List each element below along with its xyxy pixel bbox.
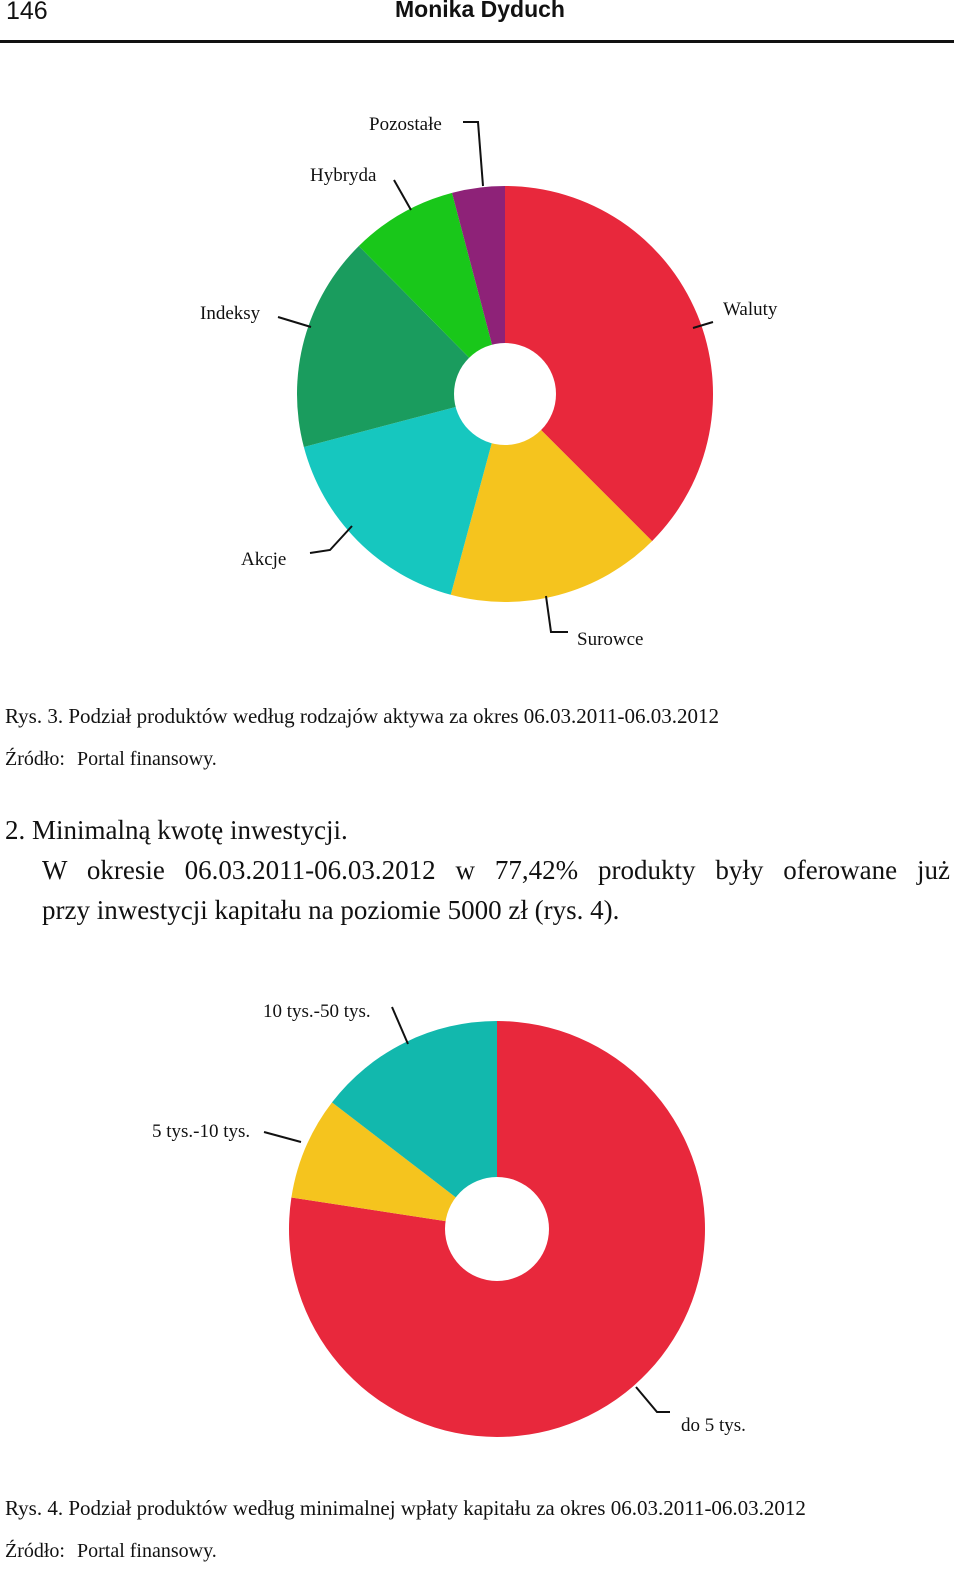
donut-hole — [454, 343, 556, 445]
figure4-caption: Rys. 4. Podział produktów według minimalnej wpłaty kapitału za okres 06.03.2011-06.03.2012 — [5, 1496, 806, 1520]
page-header — [0, 0, 960, 44]
leader-line-5-tys-10-tys — [264, 1132, 301, 1142]
slice-label-do-5-tys: do 5 tys. — [681, 1415, 746, 1436]
leader-line-indeksy — [278, 317, 311, 327]
page-number: 146 — [6, 0, 48, 25]
figure3-source — [5, 748, 217, 771]
running-head-author: Monika Dyduch — [395, 0, 565, 22]
slice-label-indeksy: Indeksy — [200, 303, 261, 324]
leader-line-hybryda — [394, 180, 411, 210]
figure3-source-text: Portal finansowy. — [77, 748, 217, 770]
donut-hole — [445, 1177, 549, 1281]
leader-line-surowce — [546, 596, 568, 632]
slice-label-pozostale: Pozostałe — [369, 114, 442, 135]
figure4-source-text: Portal finansowy. — [77, 1540, 217, 1562]
slice-label-surowce: Surowce — [577, 629, 644, 650]
leader-line-pozostale — [463, 122, 483, 186]
leader-line-10-tys-50-tys — [392, 1007, 408, 1044]
asset-type-donut-chart — [0, 90, 960, 660]
slice-label-10-tys-50-tys: 10 tys.-50 tys. — [263, 1001, 371, 1022]
figure4-source-label: Źródło: — [5, 1540, 65, 1562]
paragraph-line-2: przy inwestycji kapitału na poziomie 5000 zł (rys. 4). — [42, 895, 620, 925]
figure3-source-label: Źródło: — [5, 748, 65, 770]
min-deposit-donut-chart — [0, 990, 960, 1450]
slice-label-waluty: Waluty — [723, 299, 778, 320]
leader-line-akcje — [310, 526, 352, 553]
leader-line-do-5-tys — [636, 1387, 670, 1412]
section-heading: 2. Minimalną kwotę inwestycji. — [5, 815, 348, 845]
slice-label-5-tys-10-tys: 5 tys.-10 tys. — [152, 1121, 251, 1142]
figure3-caption: Rys. 3. Podział produktów według rodzajów aktywa za okres 06.03.2011-06.03.2012 — [5, 704, 720, 728]
figure4-source — [5, 1540, 217, 1563]
paragraph-line-1: W okresie 06.03.2011-06.03.2012 w 77,42% produkty były oferowane już — [42, 855, 950, 885]
slice-label-hybryda: Hybryda — [310, 165, 377, 186]
slice-label-akcje: Akcje — [241, 549, 287, 570]
header-rule — [0, 40, 954, 43]
